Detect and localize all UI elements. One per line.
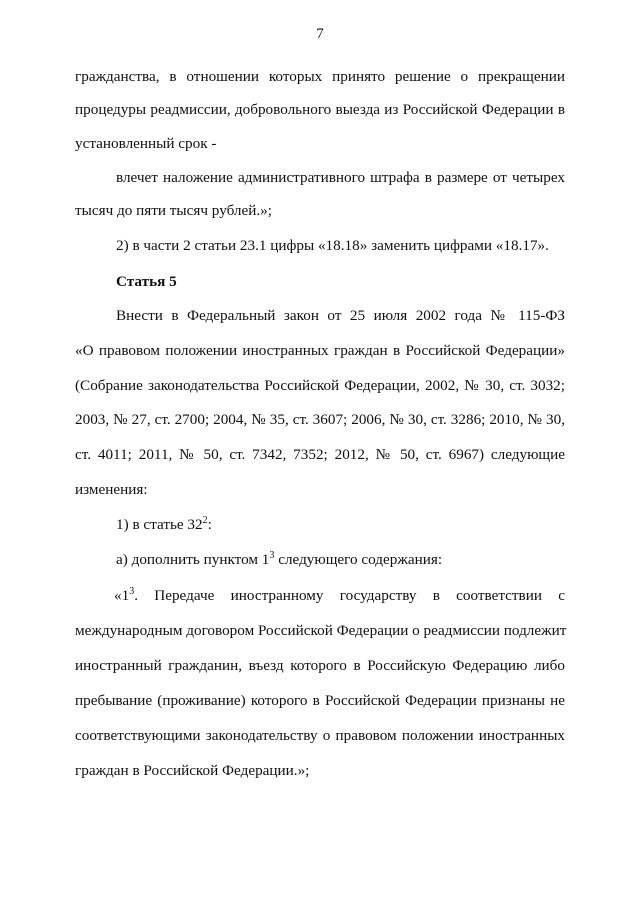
- superscript: 3: [269, 550, 275, 561]
- text-line: иностранный гражданин, въезд которого в Российскую Федерацию либо: [75, 657, 565, 674]
- text-line: влечет наложение административного штрафа в размере от четырех: [116, 169, 565, 186]
- text-line: Внести в Федеральный закон от 25 июля 2002 года № 115-ФЗ: [116, 307, 565, 324]
- text-line: [116, 515, 212, 535]
- text-line: [116, 550, 442, 570]
- text-line: международным договором Российской Федерации о реадмиссии подлежит: [75, 622, 567, 639]
- text-fragment: :: [207, 516, 212, 533]
- text-line: пребывание (проживание) которого в Российской Федерации признаны не: [75, 692, 565, 709]
- superscript: 3: [129, 586, 135, 597]
- text-line: гражданства, в отношении которых принято решение о прекращении: [75, 68, 565, 85]
- page-number: 7: [316, 26, 324, 42]
- text-line: [114, 586, 565, 606]
- text-line: изменения:: [75, 481, 148, 498]
- text-fragment: а) дополнить пунктом 1: [116, 551, 270, 568]
- text-fragment: «1: [114, 587, 130, 604]
- text-line: тысяч до пяти тысяч рублей.»;: [75, 202, 272, 219]
- text-line: граждан в Российской Федерации.»;: [75, 762, 310, 779]
- article-heading: Статья 5: [116, 273, 177, 290]
- text-line: 2003, № 27, ст. 2700; 2004, № 35, ст. 3607; 2006, № 30, ст. 3286; 2010, № 30,: [75, 411, 565, 428]
- text-line: соответствующими законодательству о правовом положении иностранных: [75, 727, 565, 744]
- text-line: «О правовом положении иностранных граждан в Российской Федерации»: [75, 342, 565, 359]
- text-line: процедуры реадмиссии, добровольного выезда из Российской Федерации в: [75, 101, 565, 118]
- text-fragment: следующего содержания:: [274, 551, 443, 568]
- text-line: установленный срок -: [75, 135, 217, 152]
- text-fragment: . Передаче иностранному государству в соответствии с: [134, 587, 565, 604]
- superscript: 2: [202, 515, 208, 526]
- text-line: ст. 4011; 2011, № 50, ст. 7342, 7352; 2012, № 50, ст. 6967) следующие: [75, 446, 565, 463]
- text-fragment: 1) в статье 32: [116, 516, 203, 533]
- text-line: (Собрание законодательства Российской Федерации, 2002, № 30, ст. 3032;: [75, 377, 565, 394]
- text-line: 2) в части 2 статьи 23.1 цифры «18.18» заменить цифрами «18.17».: [116, 237, 549, 254]
